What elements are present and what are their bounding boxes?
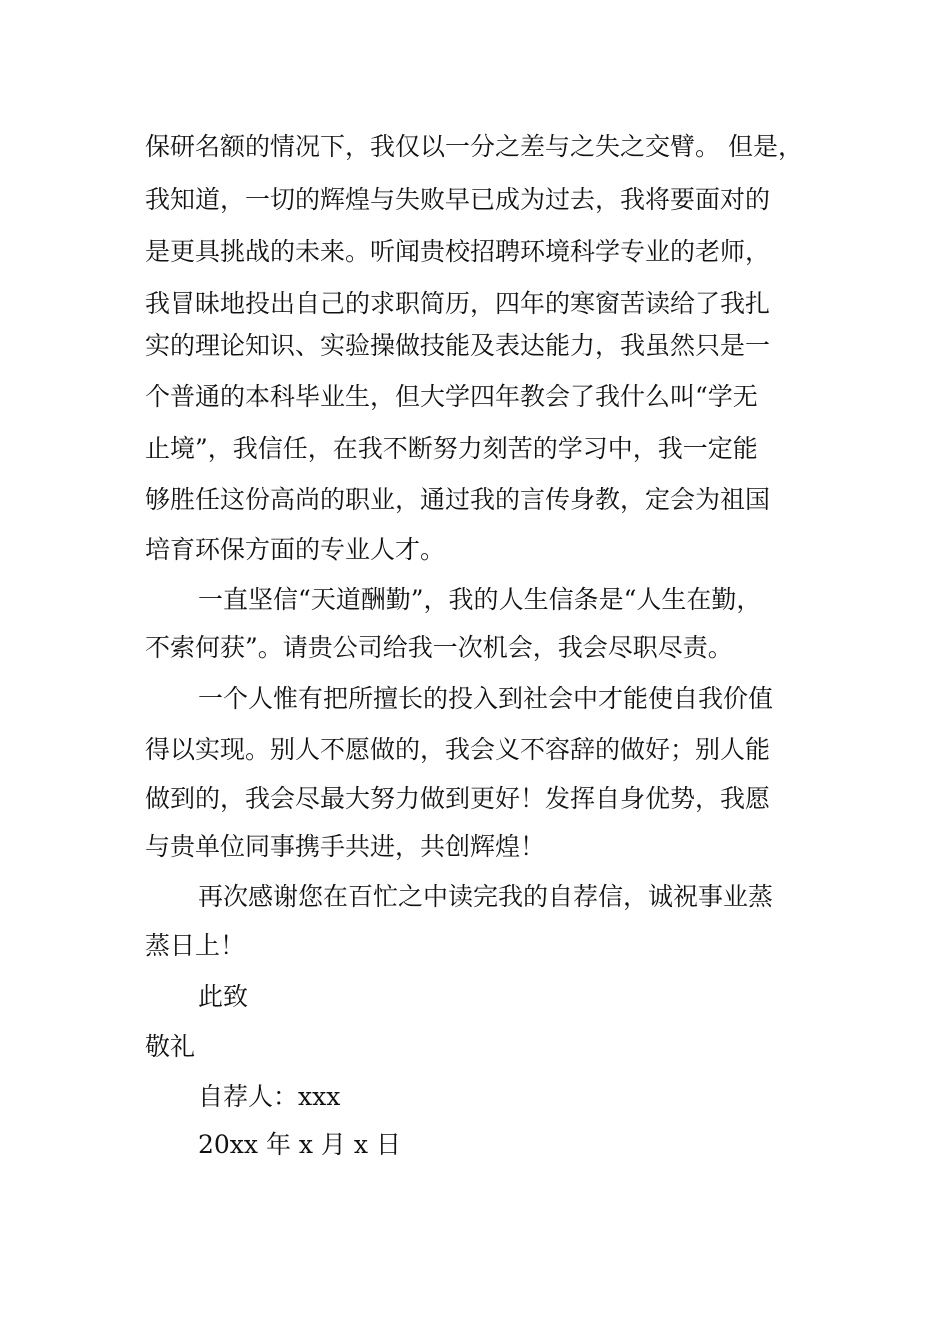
body-line-2: 我知道，一切的辉煌与失败早已成为过去，我将要面对的 — [145, 185, 771, 214]
body-line-9: 培育环保方面的专业人才。 — [145, 535, 446, 564]
body-line-6: 个普通的本科毕业生，但大学四年教会了我什么叫“学无 — [145, 382, 758, 411]
body-line-5: 实的理论知识、实验操做技能及表达能力，我虽然只是一 — [145, 331, 771, 360]
body-line-13: 得以实现。别人不愿做的，我会义不容辞的做好；别人能 — [145, 735, 771, 764]
body-line-10: 一直坚信“天道酬勤”，我的人生信条是“人生在勤， — [198, 585, 762, 614]
body-line-16: 再次感谢您在百忙之中读完我的自荐信，诚祝事业蒸 — [198, 882, 774, 911]
body-line-3: 是更具挑战的未来。听闻贵校招聘环境科学专业的老师， — [145, 237, 771, 266]
closing-salutation: 此致 — [198, 982, 249, 1011]
body-line-8: 够胜任这份高尚的职业，通过我的言传身教，定会为祖国 — [145, 485, 771, 514]
signature: 自荐人：xxx — [198, 1082, 341, 1111]
body-line-11: 不索何获”。请贵公司给我一次机会，我会尽职尽责。 — [145, 633, 733, 662]
body-line-17: 蒸日上！ — [145, 931, 246, 960]
closing-regards: 敬礼 — [145, 1032, 196, 1061]
body-line-4: 我冒昧地投出自己的求职简历，四年的寒窗苦读给了我扎 — [145, 289, 771, 318]
body-line-7: 止境”，我信任，在我不断努力刻苦的学习中，我一定能 — [145, 434, 758, 463]
body-line-12: 一个人惟有把所擅长的投入到社会中才能使自我价值 — [198, 684, 774, 713]
body-line-1: 保研名额的情况下，我仅以一分之差与之失之交臂。 但是， — [145, 132, 803, 161]
body-line-15: 与贵单位同事携手共进，共创辉煌！ — [145, 832, 546, 861]
body-line-14: 做到的，我会尽最大努力做到更好！发挥自身优势，我愿 — [145, 784, 771, 813]
letter-date: 20xx 年 x 月 x 日 — [198, 1130, 401, 1159]
